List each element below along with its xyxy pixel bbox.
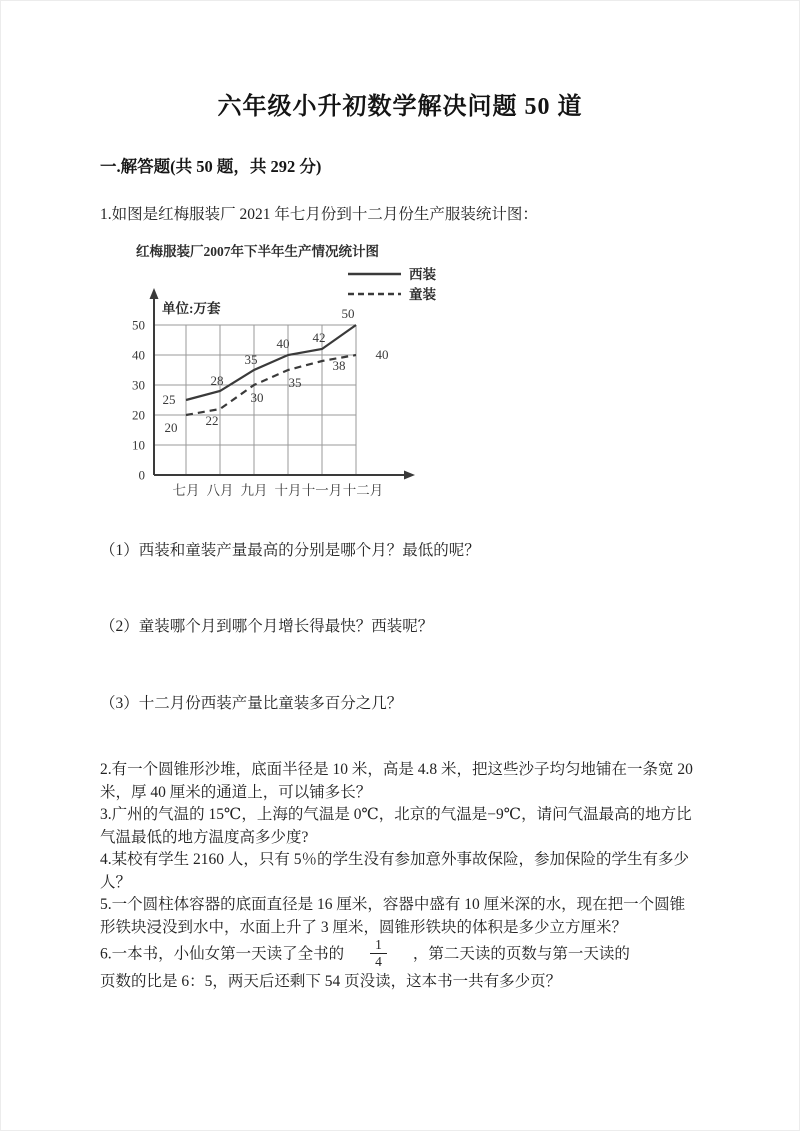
data-point-label: 22: [205, 412, 219, 428]
x-tick-label: 十一月: [301, 482, 343, 498]
chart-canvas: [110, 241, 470, 507]
question-1-sub-3: （3）十二月份西装产量比童装多百分之几？: [100, 694, 403, 712]
question-1-intro: 1.如图是红梅服装厂 2021 年七月份到十二月份生产服装统计图：: [100, 206, 538, 223]
x-tick-label: 十月: [274, 482, 302, 498]
fraction-denominator: 4: [370, 953, 387, 970]
data-point-label: 35: [288, 374, 302, 390]
data-point-label: 35: [244, 351, 258, 367]
y-tick-label: 0: [138, 467, 145, 482]
question-3: 3.广州的气温的 15℃，上海的气温是 0℃，北京的气温是−9℃，请问气温最高的地方比气温最低的地方温度高多少度?: [100, 806, 692, 846]
data-point-label: 30: [250, 389, 264, 405]
y-tick-label: 30: [132, 377, 145, 392]
data-point-label: 20: [164, 419, 178, 435]
question-1-sub-2: （2）童装哪个月到哪个月增长得最快？西装呢？: [100, 618, 434, 635]
questions-block: [100, 759, 700, 994]
y-tick-label: 20: [132, 407, 145, 422]
data-point-label: 40: [276, 335, 290, 351]
series-line-solid: [186, 325, 356, 400]
production-line-chart: [110, 241, 470, 507]
x-tick-label: 十二月: [342, 482, 384, 498]
section-heading: 一.解答题(共 50 题，共 292 分): [100, 157, 322, 176]
y-axis-arrow-icon: [150, 288, 159, 299]
question-6-suffix: ，第二天读的页数与第一天读的: [412, 945, 630, 963]
page-title: 六年级小升初数学解决问题 50 道: [217, 94, 583, 120]
question-4: 4.某校有学生 2160 人，只有 5％的学生没有参加意外事故保险，参加保险的学生有多少人？: [100, 851, 690, 891]
data-point-label: 38: [332, 357, 346, 373]
y-tick-label: 50: [132, 317, 145, 332]
x-tick-label: 九月: [240, 482, 268, 498]
chart-title: 红梅服装厂2007年下半年生产情况统计图: [136, 243, 379, 259]
chart-unit-label: 单位:万套: [162, 300, 221, 316]
x-tick-label: 八月: [206, 482, 234, 498]
question-1-sub-1: （1）西装和童装产量最高的分别是哪个月？最低的呢？: [100, 541, 480, 559]
x-axis-arrow-icon: [404, 470, 415, 479]
y-tick-label: 10: [132, 437, 145, 452]
fraction-numerator: 1: [375, 937, 382, 952]
question-2: 2.有一个圆锥形沙堆，底面半径是 10 米，高是 4.8 米，把这些沙子均匀地铺在一条宽 20 米，厚 40 厘米的通道上，可以铺多长？: [100, 761, 693, 801]
data-point-label: 28: [210, 372, 224, 388]
fraction-one-fourth: [370, 937, 387, 969]
data-point-label: 40: [375, 346, 389, 362]
legend-label: 童装: [409, 286, 436, 302]
question-6: [100, 939, 700, 971]
question-5: 5.一个圆柱体容器的底面直径是 16 厘米，容器中盛有 10 厘米深的水，现在把一个圆锥形铁块浸没到水中，水面上升了 3 厘米，圆锥形铁块的体积是多少立方厘米？: [100, 896, 686, 936]
data-point-label: 42: [312, 329, 326, 345]
question-6-line-2: 页数的比是 6：5，两天后还剩下 54 页没读，这本书一共有多少页？: [100, 973, 562, 991]
x-tick-label: 七月: [172, 482, 200, 498]
legend-label: 西装: [409, 266, 436, 282]
question-6-prefix: 6.一本书，小仙女第一天读了全书的: [100, 945, 345, 963]
y-tick-label: 40: [132, 347, 145, 362]
data-point-label: 25: [162, 391, 176, 407]
data-point-label: 50: [341, 305, 355, 321]
